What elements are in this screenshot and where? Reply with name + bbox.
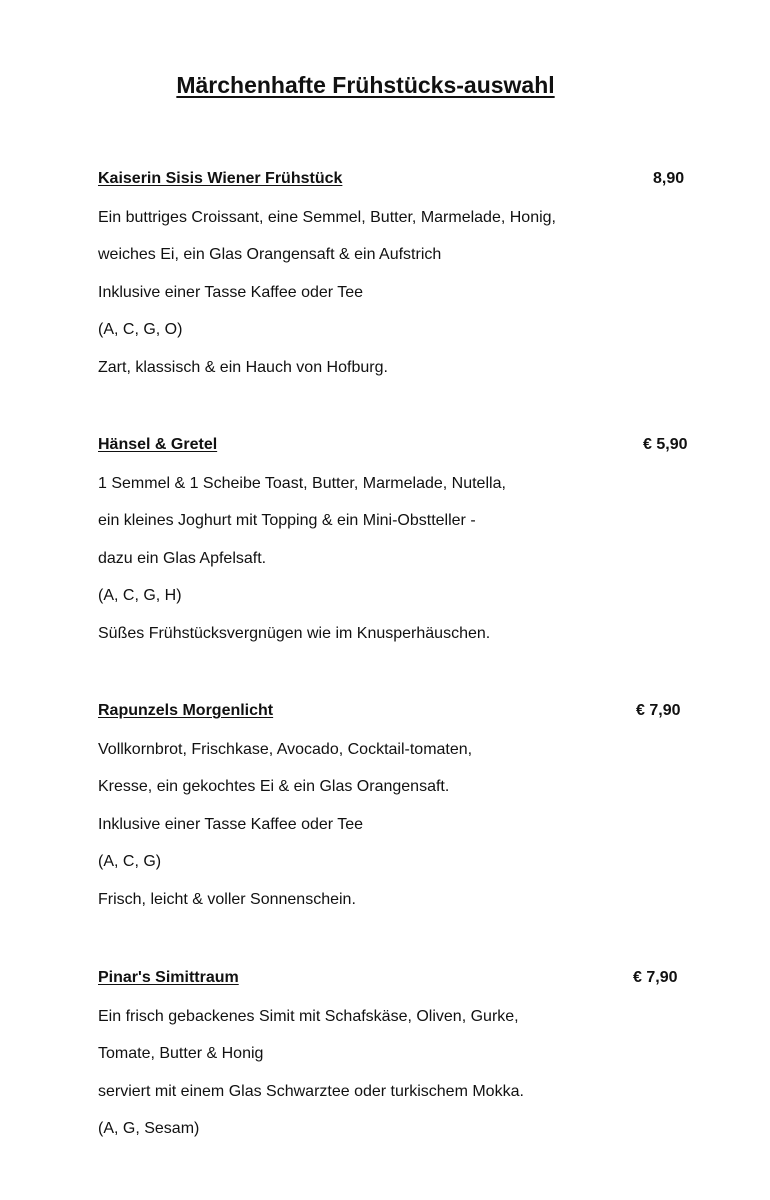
menu-item-allergens: (A, G, Sesam)	[98, 1120, 200, 1137]
menu-item	[98, 969, 698, 1139]
menu-item-description-line: Tomate, Butter & Honig	[98, 1045, 264, 1062]
menu-item	[98, 436, 698, 644]
menu-item-description-line: dazu ein Glas Apfelsaft.	[98, 549, 267, 567]
menu-item-description-line: serviert mit einem Glas Schwarztee oder turkischem Mokka.	[98, 1082, 524, 1100]
menu-item-name: Kaiserin Sisis Wiener Frühstück	[98, 170, 343, 187]
menu-item-price: € 7,90	[636, 702, 681, 719]
menu-title: Märchenhafte Frühstücks-auswahl	[176, 72, 555, 98]
menu-item	[98, 702, 698, 910]
menu-item-description-line: Ein frisch gebackenes Simit mit Schafskäse, Oliven, Gurke,	[98, 1007, 519, 1025]
menu-item-price: € 7,90	[633, 969, 678, 986]
menu-item-description-line: Inklusive einer Tasse Kaffee oder Tee	[98, 283, 364, 301]
menu-item-header	[98, 702, 698, 722]
menu-item-header	[98, 170, 698, 190]
menu-item-description-line: weiches Ei, ein Glas Orangensaft & ein Aufstrich	[98, 246, 442, 263]
menu-item-tagline: Süßes Frühstücksvergnügen wie im Knusperhäuschen.	[98, 624, 491, 642]
menu-item-name: Rapunzels Morgenlicht	[98, 702, 274, 719]
menu-item-allergens: (A, C, G, H)	[98, 587, 182, 604]
menu-item-description-line: Inklusive einer Tasse Kaffee oder Tee	[98, 815, 364, 833]
menu-item-tagline: Zart, klassisch & ein Hauch von Hofburg.	[98, 358, 388, 376]
menu-item-tagline: Frisch, leicht & voller Sonnenschein.	[98, 890, 356, 908]
menu-item-description-line: Vollkornbrot, Frischkase, Avocado, Cocktail-tomaten,	[98, 740, 473, 758]
menu-item-name: Hänsel & Gretel	[98, 436, 218, 453]
menu-item	[98, 170, 698, 378]
menu-item-description-line: 1 Semmel & 1 Scheibe Toast, Butter, Marmelade, Nutella,	[98, 474, 506, 492]
menu-item-allergens: (A, C, G)	[98, 853, 162, 870]
menu-item-header	[98, 436, 698, 456]
menu-item-name: Pinar's Simittraum	[98, 969, 239, 986]
menu-item-allergens: (A, C, G, O)	[98, 321, 183, 338]
menu-item-description-line: Kresse, ein gekochtes Ei & ein Glas Orangensaft.	[98, 778, 450, 795]
menu-item-price: 8,90	[653, 170, 685, 187]
menu-item-description-line: Ein buttriges Croissant, eine Semmel, Butter, Marmelade, Honig,	[98, 208, 556, 226]
menu-item-header	[98, 969, 698, 989]
menu-item-description-line: ein kleines Joghurt mit Topping & ein Mini-Obstteller -	[98, 512, 476, 529]
menu-item-price: € 5,90	[643, 436, 688, 453]
